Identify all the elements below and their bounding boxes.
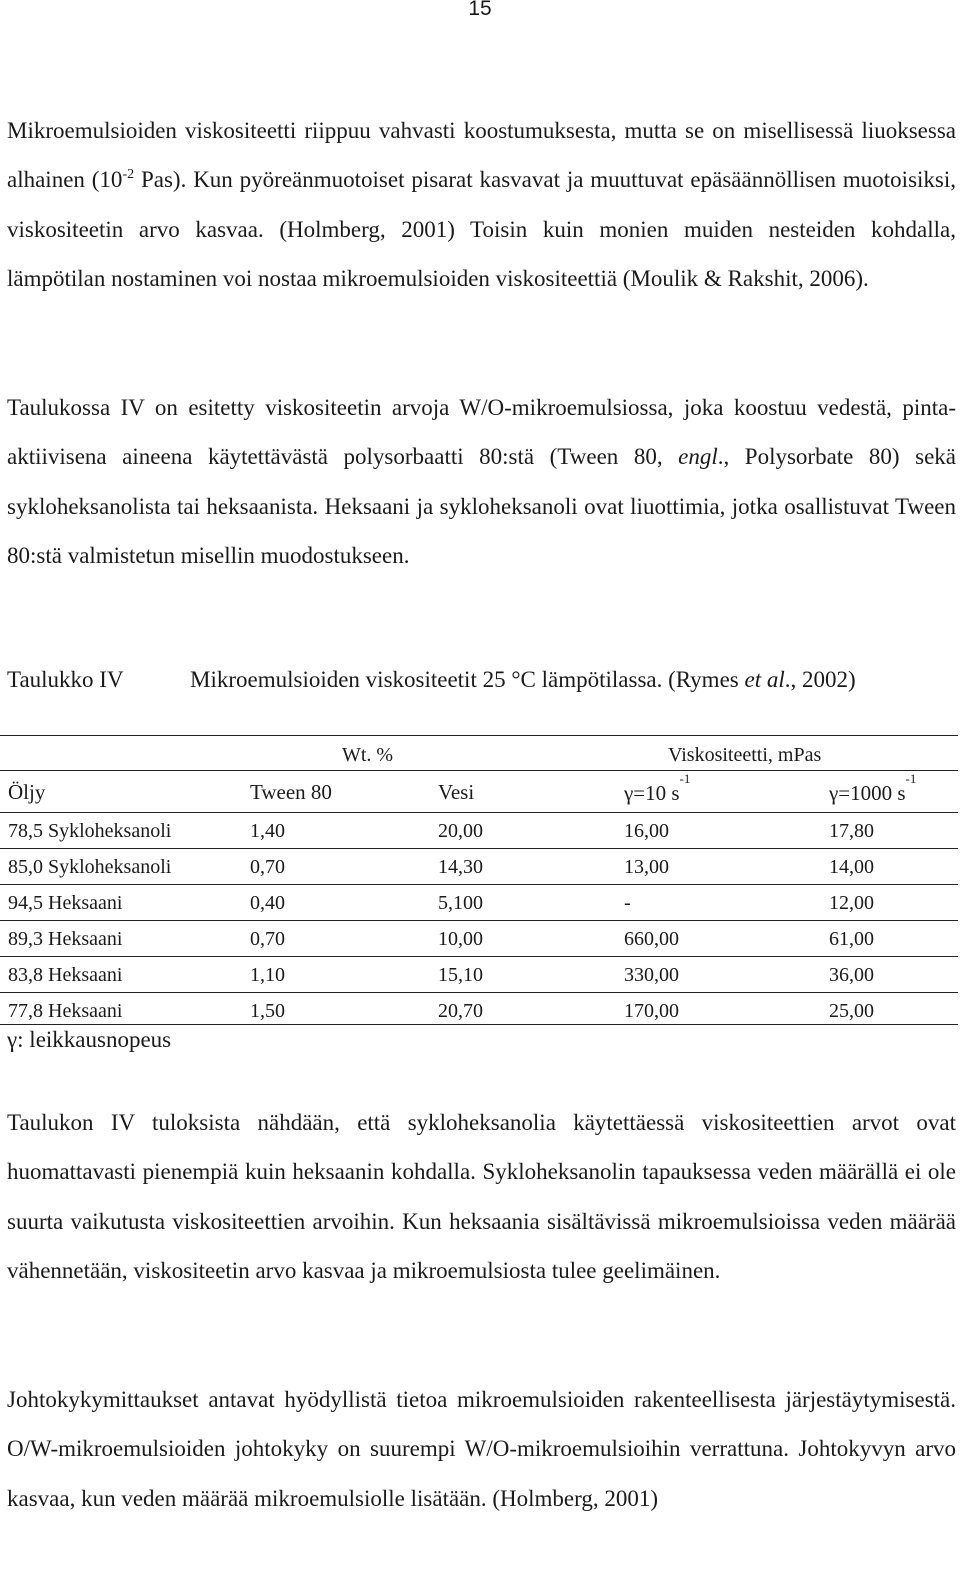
- col-header-shear-1000: [829, 771, 917, 806]
- p1-text-b: Pas). Kun pyöreänmuotoiset pisarat kasvavat ja muuttuvat epäsäännöllisen muotoisiksi, viskositeetin arvo kasvaa. (Holmberg, 2001) Toisin kuin monien muiden nesteiden kohdalla, lämpötilan nostaminen voi nostaa mikroemulsioiden viskositeettiä (Moulik & Rakshit, 2006).: [7, 167, 956, 291]
- col-header-rule: [0, 812, 958, 813]
- cell-shear-10: 13,00: [624, 856, 669, 878]
- caption-text-a: Mikroemulsioiden viskositeetit 25 °C lämpötilassa. (Rymes: [190, 667, 745, 692]
- paragraph-table-results: Taulukon IV tuloksista nähdään, että sykloheksanolia käytettäessä viskositeettien arvot ovat huomattavasti pienempiä kuin heksaanin kohdalla. Sykloheksanolin tapauksessa veden määrällä ei ole suurta vaikutusta viskositeettien arvoihin. Kun heksaania sisältävissä mikroemulsioissa veden määrää vähennetään, viskositeetin arvo kasvaa ja mikroemulsiosta tulee geelimäinen.: [7, 1110, 956, 1283]
- cell-oil: 89,3 Heksaani: [8, 928, 123, 950]
- col-header-shear-1000-text: γ=1000 s: [829, 781, 906, 805]
- cell-water: 5,100: [438, 892, 483, 914]
- paragraph-viscosity-intro: [7, 106, 956, 303]
- row-rule: [0, 956, 958, 957]
- cell-tween: 1,50: [250, 1000, 285, 1022]
- cell-oil: 83,8 Heksaani: [8, 964, 123, 986]
- cell-tween: 0,40: [250, 892, 285, 914]
- cell-shear-10: 170,00: [624, 1000, 679, 1022]
- p1-text-a: Mikroemulsioiden viskositeetti riippuu vahvasti koostumuksesta, mutta se on misellisessä liuoksessa alhainen (10: [7, 118, 956, 193]
- col-header-shear-10-exp: -1: [679, 771, 691, 786]
- row-rule: [0, 992, 958, 993]
- col-header-tween: Tween 80: [250, 780, 332, 804]
- group-header-viscosity: Viskositeetti, mPas: [668, 744, 822, 766]
- cell-shear-1000: 12,00: [829, 892, 874, 914]
- row-rule: [0, 884, 958, 885]
- cell-water: 15,10: [438, 964, 483, 986]
- p2-text-b: ., Polysorbate 80) sekä sykloheksanolista tai heksaanista. Heksaani ja sykloheksanoli ovat liuottimia, jotka osallistuvat Tween 80:stä valmistetun misellin muodostukseen.: [7, 444, 956, 568]
- cell-water: 10,00: [438, 928, 483, 950]
- row-rule: [0, 920, 958, 921]
- p1-exponent: -2: [122, 166, 135, 182]
- cell-oil: 94,5 Heksaani: [8, 892, 123, 914]
- cell-water: 20,70: [438, 1000, 483, 1022]
- cell-tween: 0,70: [250, 856, 285, 878]
- cell-shear-1000: 61,00: [829, 928, 874, 950]
- table-top-rule: [0, 735, 958, 736]
- cell-oil: 78,5 Sykloheksanoli: [8, 820, 172, 842]
- paragraph-conductivity: Johtokykymittaukset antavat hyödyllistä tietoa mikroemulsioiden rakenteellisesta järjestäytymisestä. O/W-mikroemulsioiden johtokyky on suurempi W/O-mikroemulsioihin verrattuna. Johtokyvyn arvo kasvaa, kun veden määrää mikroemulsiolle lisätään. (Holmberg, 2001): [7, 1387, 956, 1511]
- col-header-oil: Öljy: [8, 780, 46, 804]
- cell-shear-10: 330,00: [624, 964, 679, 986]
- table-caption-label: Taulukko IV: [7, 667, 124, 692]
- table-bottom-rule: [0, 1024, 958, 1025]
- caption-italic: et al: [744, 667, 785, 692]
- cell-shear-10: 660,00: [624, 928, 679, 950]
- p2-italic: engl: [678, 444, 718, 470]
- cell-shear-1000: 25,00: [829, 1000, 874, 1022]
- paragraph-table-intro: [7, 383, 956, 580]
- cell-oil: 85,0 Sykloheksanoli: [8, 856, 172, 878]
- row-rule: [0, 848, 958, 849]
- p2-text-a: Taulukossa IV on esitetty viskositeetin arvoja W/O-mikroemulsiossa, joka koostuu vedestä, pinta-aktiivisena aineena käytettävästä polysorbaatti 80:stä (Tween 80,: [7, 395, 956, 470]
- page-number: 15: [468, 0, 492, 20]
- group-header-wt: Wt. %: [342, 744, 394, 766]
- cell-tween: 1,10: [250, 964, 285, 986]
- table-caption-text: [190, 664, 960, 695]
- col-header-shear-10-text: γ=10 s: [624, 781, 680, 805]
- col-header-shear-10: [624, 771, 691, 806]
- cell-shear-1000: 36,00: [829, 964, 874, 986]
- table-legend: γ: leikkausnopeus: [7, 1027, 172, 1052]
- cell-tween: 0,70: [250, 928, 285, 950]
- cell-shear-10: -: [624, 892, 631, 914]
- col-header-shear-1000-exp: -1: [905, 771, 917, 786]
- cell-water: 14,30: [438, 856, 483, 878]
- cell-shear-10: 16,00: [624, 820, 669, 842]
- cell-shear-1000: 14,00: [829, 856, 874, 878]
- group-header-rule: [0, 770, 958, 771]
- cell-oil: 77,8 Heksaani: [8, 1000, 123, 1022]
- cell-tween: 1,40: [250, 820, 285, 842]
- cell-shear-1000: 17,80: [829, 820, 874, 842]
- cell-water: 20,00: [438, 820, 483, 842]
- caption-text-b: ., 2002): [784, 667, 856, 692]
- col-header-water: Vesi: [438, 780, 475, 804]
